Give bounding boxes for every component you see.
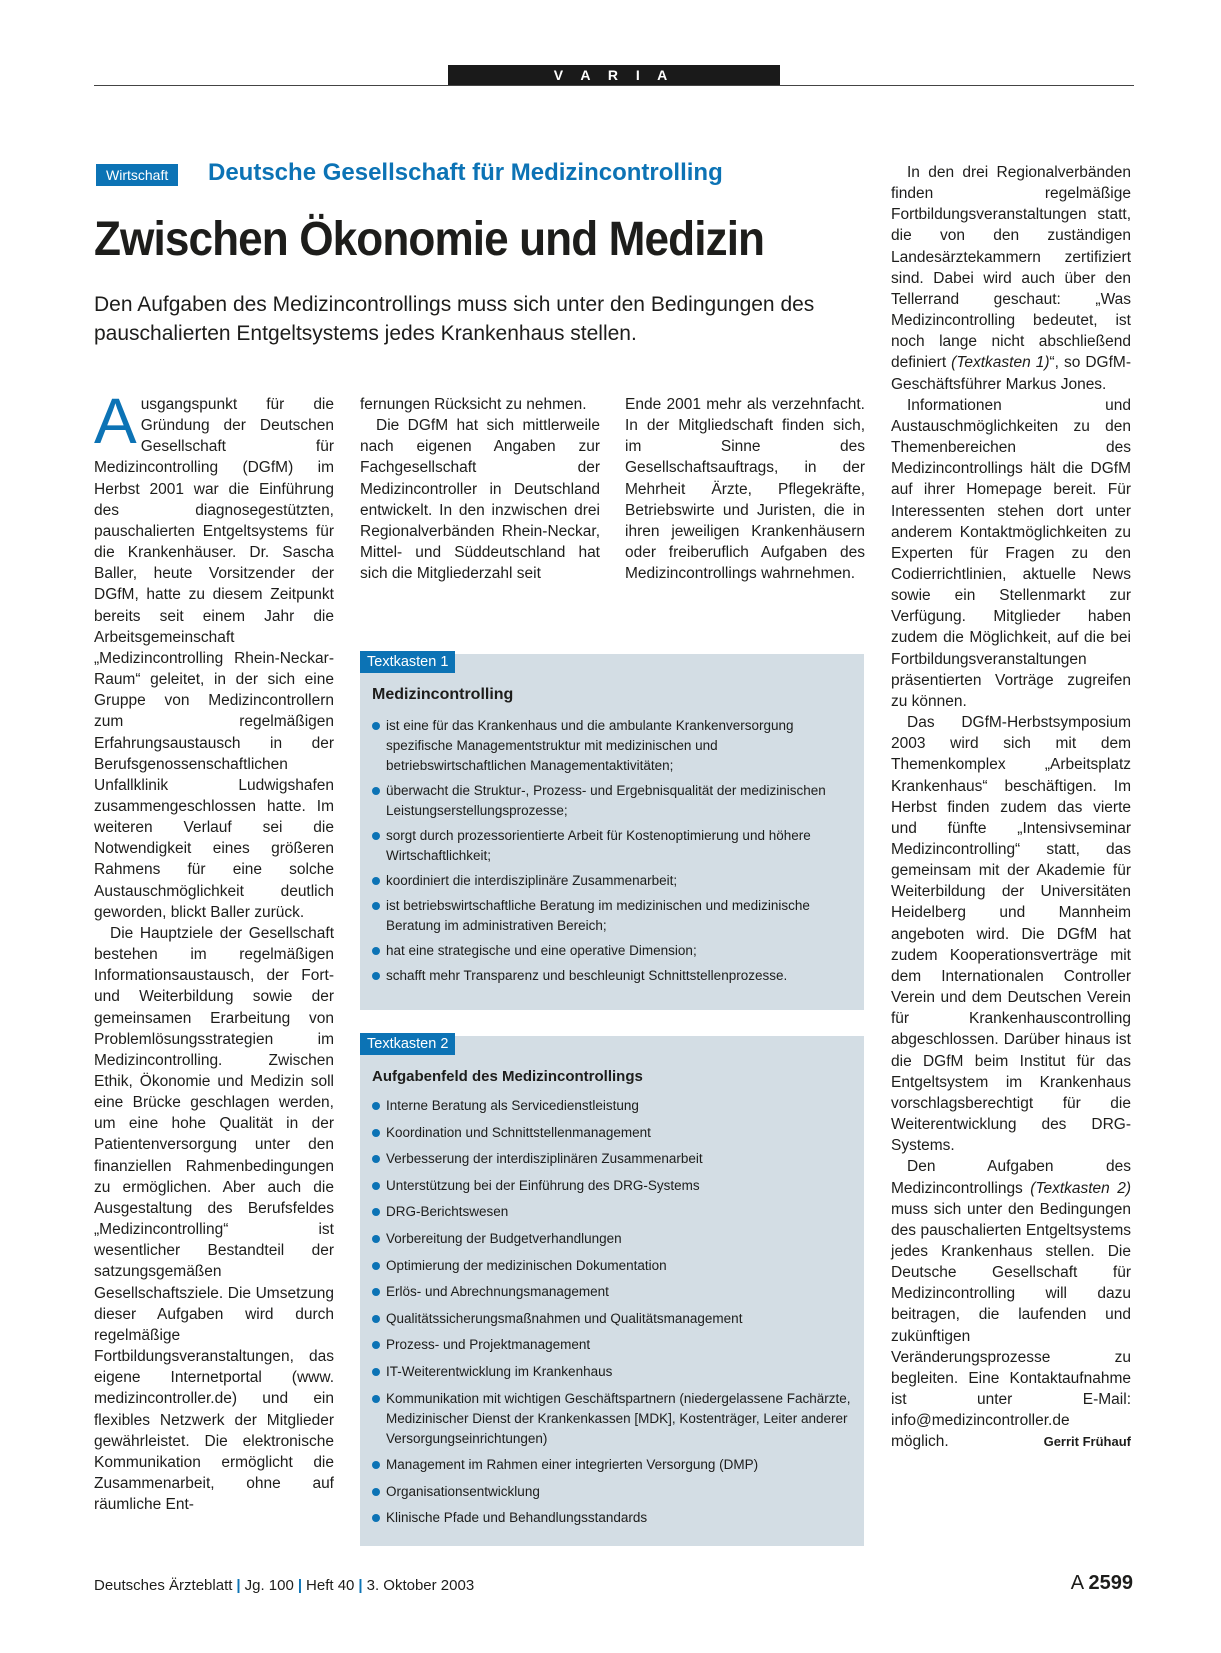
separator: | <box>297 1577 303 1594</box>
section-label: V A R I A <box>448 65 780 85</box>
paragraph: fernungen Rücksicht zu nehmen. <box>360 396 587 413</box>
textbox-list <box>372 716 856 991</box>
paragraph: Den Aufgaben des Medizincontrollings (Textkasten 2) muss sich unter den Bedingungen des pauschalierten Entgeltsystems jedes Krankenhaus stellen. Die Deutsche Gesellschaft für Medizincontrolling will dazu beitragen, die laufenden und zukünftigen Veränderungsprozesse zu begleiten. Eine Kontaktaufnahme ist unter E-Mail: info@medizincontroller.de möglich. Gerrit Frühauf <box>891 1156 1131 1452</box>
paragraph: Die Hauptziele der Gesellschaft bestehen im regelmäßigen Informationsaustausch, der Fort- und Weiterbildung sowie der gemeinsamen Erarbeitung von Problemlösungsstrategien im Medizincontrolling. Zwischen Ethik, Ökonomie und Medizin soll eine Brücke geschlagen werden, um eine hohe Qualität in der Patientenversorgung unter den finanziellen Rahmenbedingungen zu ermöglichen. Aber auch die Ausgestaltung des Berufsfeldes „Medizincontrolling“ ist wesentlicher Bestandteil der satzungsgemäßen Gesellschaftsziele. Die Umsetzung dieser Aufgaben wird durch regelmäßige Fortbildungsveranstaltungen, das eigene Internetportal (www. medizincontroller.de) und ein flexibles Netzwerk der Mitglieder gewährleistet. Die elektronische Kommunikation ermöglicht die Zusammenarbeit, ohne auf räumliche Ent- <box>94 924 334 1514</box>
list-item: schafft mehr Transparenz und beschleunigt Schnittstellenprozesse. <box>372 966 856 986</box>
list-item: Vorbereitung der Budgetverhandlungen <box>372 1229 856 1249</box>
list-item: ist betriebswirtschaftliche Beratung im medizinischen und medizinische Beratung im administrativen Bereich; <box>372 896 856 936</box>
textbox-list <box>372 1096 856 1535</box>
textbox-title: Aufgabenfeld des Medizincontrollings <box>372 1068 643 1085</box>
list-item: Interne Beratung als Servicedienstleistung <box>372 1096 856 1116</box>
list-item: DRG-Berichtswesen <box>372 1202 856 1222</box>
list-item: IT-Weiterentwicklung im Krankenhaus <box>372 1362 856 1382</box>
volume: Jg. 100 <box>244 1577 294 1594</box>
textbox-label: Textkasten 2 <box>360 1033 455 1055</box>
list-item: Optimierung der medizinischen Dokumentation <box>372 1256 856 1276</box>
paragraph: Ausgangspunkt für die Gründung der Deutschen Gesellschaft für Medizincontrolling (DGfM) im Herbst 2001 war die Einführung des diagnosegestützten, pauschalierten Entgeltsystems für die Krankenhäuser. Dr. Sascha Baller, heute Vorsitzender der DGfM, hatte zu diesem Zeitpunkt bereits seit einem Jahr die Arbeitsgemeinschaft „Medizincontrolling Rhein-Neckar-Raum“ geleitet, in der sich eine Gruppe von Medizincontrollern zum regelmäßigen Erfahrungsaustausch in der Berufsgenossenschaftlichen Unfallklinik Ludwigshafen zusammengeschlossen hatte. Im weiteren Verlauf sei die Notwendigkeit eines größeren Rahmens für eine solche Austauschmöglichkeit deutlich geworden, blickt Baller zurück. <box>94 385 334 921</box>
column-2 <box>360 394 600 584</box>
header-rule <box>94 85 1134 86</box>
list-item: sorgt durch prozessorientierte Arbeit für Kostenoptimierung und höhere Wirtschaftlichkeit; <box>372 826 856 866</box>
list-item: Kommunikation mit wichtigen Geschäftspartnern (niedergelassene Fachärzte, Medizinischer Dienst der Krankenkassen [MDK], Kostenträger, Leiter anderer Versorgungseinrichtungen) <box>372 1389 856 1449</box>
list-item: Klinische Pfade und Behandlungsstandards <box>372 1508 856 1528</box>
issue: Heft 40 <box>306 1577 355 1594</box>
textbox-2 <box>360 1036 864 1546</box>
paragraph: Informationen und Austauschmöglichkeiten zu den Themenbereichen des Medizincontrollings hält die DGfM auf ihrer Homepage bereit. Für Interessenten stehen dort unter anderem Kontaktmöglichkeiten zu Experten für Fragen zu den Codierrichtlinien, aktuelle News sowie ein Stellenmarkt zur Verfügung. Mitglieder haben zudem die Möglichkeit, auf die bei Fortbildungsveranstaltungen präsentierten Vorträge zugreifen zu können. <box>891 396 1131 710</box>
box-reference: (Textkasten 1) <box>951 354 1050 372</box>
lead-text: Den Aufgaben des Medizincontrollings muss sich unter den Bedingungen des pauschalierten Entgeltsystems jedes Krankenhaus stellen. <box>94 293 815 345</box>
column-1 <box>94 385 334 1515</box>
kicker: Deutsche Gesellschaft für Medizincontrolling <box>208 159 723 186</box>
list-item: hat eine strategische und eine operative Dimension; <box>372 941 856 961</box>
footer-citation <box>94 1577 474 1594</box>
list-item: Prozess- und Projektmanagement <box>372 1335 856 1355</box>
list-item: Verbesserung der interdisziplinären Zusammenarbeit <box>372 1149 856 1169</box>
paragraph: Das DGfM-Herbstsymposium 2003 wird sich mit dem Themenkomplex „Arbeitsplatz Krankenhaus“ beschäftigen. Im Herbst finden zudem das vierte und fünfte „Intensivseminar Medizincontrolling“ statt, das gemeinsam mit der Akademie für Weiterbildung der Universitäten Heidelberg und Mannheim angeboten wird. Die DGfM hat zudem Kooperationsverträge mit dem Internationalen Controller Verein und dem Deutschen Verein für Krankenhauscontrolling abgeschlossen. Darüber hinaus ist die DGfM beim Institut für das Entgeltsystem im Krankenhaus vorschlagsberechtigt für die Weiterentwicklung des DRG-Systems. <box>891 714 1131 1155</box>
column-3 <box>625 394 865 584</box>
list-item: Unterstützung bei der Einführung des DRG-Systems <box>372 1176 856 1196</box>
list-item: Organisationsentwicklung <box>372 1482 856 1502</box>
page-number: A 2599 <box>1070 1572 1133 1594</box>
drop-cap: A <box>94 385 137 457</box>
list-item: Management im Rahmen einer integrierten Versorgung (DMP) <box>372 1455 856 1475</box>
textbox-label: Textkasten 1 <box>360 651 455 673</box>
paragraph: In den drei Regionalverbänden finden regelmäßige Fortbildungsveranstaltungen statt, die von den zuständigen Landesärztekammern zertifiziert sind. Dabei wird auch über den Tellerrand geschaut: „Was Medizincontrolling bedeutet, ist noch lange nicht abschließend definiert (Textkasten 1)“, so DGfM-Geschäftsführer Markus Jones. <box>891 164 1131 393</box>
author-signature: Gerrit Frühauf <box>1043 1434 1131 1450</box>
journal-name: Deutsches Ärzteblatt <box>94 1577 233 1594</box>
list-item: Qualitätssicherungsmaßnahmen und Qualitätsmanagement <box>372 1309 856 1329</box>
headline: Zwischen Ökonomie und Medizin <box>94 213 765 266</box>
separator: | <box>236 1577 241 1594</box>
list-item: koordiniert die interdisziplinäre Zusammenarbeit; <box>372 871 856 891</box>
column-4 <box>891 162 1131 1453</box>
box-reference: (Textkasten 2) <box>1030 1179 1132 1197</box>
list-item: ist eine für das Krankenhaus und die ambulante Krankenversorgung spezifische Managementstruktur mit medizinischen und betriebswirtschaftlichen Managementaktivitäten; <box>372 716 856 776</box>
textbox-title: Medizincontrolling <box>372 686 514 703</box>
list-item: überwacht die Struktur-, Prozess- und Ergebnisqualität der medizinischen Leistungserstellungsprozesse; <box>372 781 856 821</box>
paragraph: Die DGfM hat sich mittlerweile nach eigenen Angaben zur Fachgesellschaft der Medizincontroller in Deutschland entwickelt. In den inzwischen drei Regionalverbänden Rhein-Neckar, Mittel- und Süddeutschland hat sich die Mitgliederzahl seit <box>360 417 600 583</box>
rubric-badge: Wirtschaft <box>96 164 178 186</box>
separator: | <box>358 1577 363 1594</box>
list-item: Erlös- und Abrechnungsmanagement <box>372 1282 856 1302</box>
list-item: Koordination und Schnittstellenmanagement <box>372 1123 856 1143</box>
paragraph: Ende 2001 mehr als verzehnfacht. In der Mitgliedschaft finden sich, im Sinne des Gesellschaftsauftrags, in der Mehrheit Ärzte, Pflegekräfte, Betriebswirte und Juristen, die in ihren jeweiligen Krankenhäusern oder freiberuflich Aufgaben des Medizincontrollings wahrnehmen. <box>625 396 865 583</box>
textbox-1 <box>360 654 864 1010</box>
date: 3. Oktober 2003 <box>366 1577 475 1594</box>
